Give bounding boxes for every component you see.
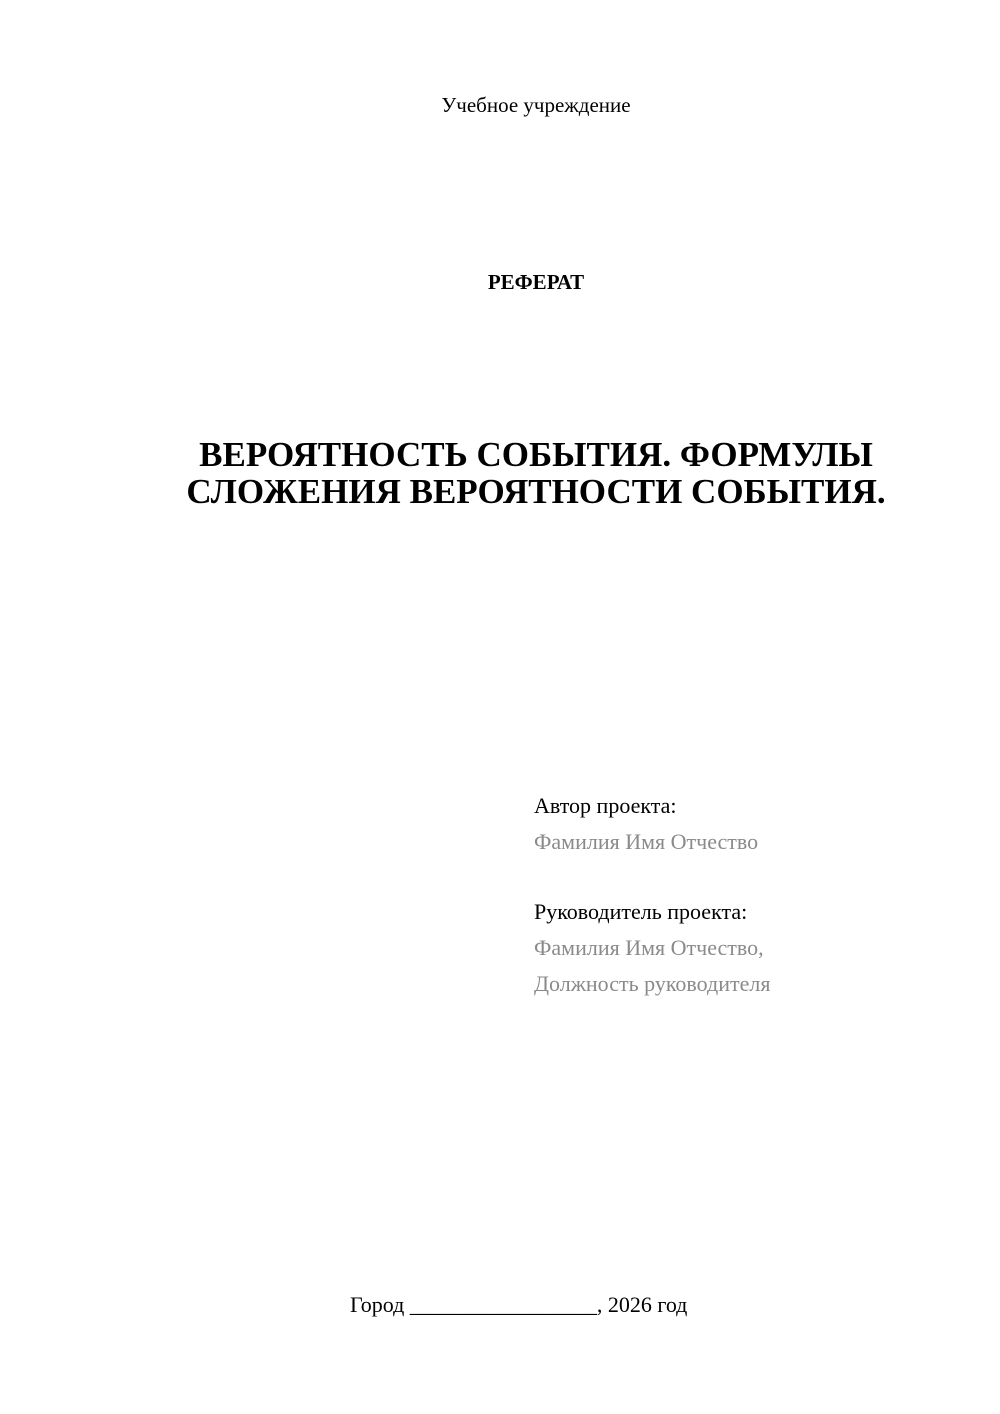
author-name: Фамилия Имя Отчество: [534, 829, 759, 854]
document-type: РЕФЕРАТ: [487, 270, 585, 294]
authors-block: [534, 788, 974, 1002]
title-line-1: ВЕРОЯТНОСТЬ СОБЫТИЯ. ФОРМУЛЫ: [199, 435, 873, 474]
institution-name: Учебное учреждение: [441, 93, 631, 117]
supervisor-position: Должность руководителя: [534, 971, 771, 996]
author-label: Автор проекта:: [534, 793, 677, 818]
document-title: [100, 436, 972, 510]
supervisor-label: Руководитель проекта:: [534, 899, 748, 924]
title-line-2: СЛОЖЕНИЯ ВЕРОЯТНОСТИ СОБЫТИЯ.: [186, 472, 886, 511]
supervisor-name: Фамилия Имя Отчество,: [534, 935, 764, 960]
city-year-line: Город _________________, 2026 год: [350, 1292, 688, 1317]
authors-spacer: [534, 860, 974, 894]
